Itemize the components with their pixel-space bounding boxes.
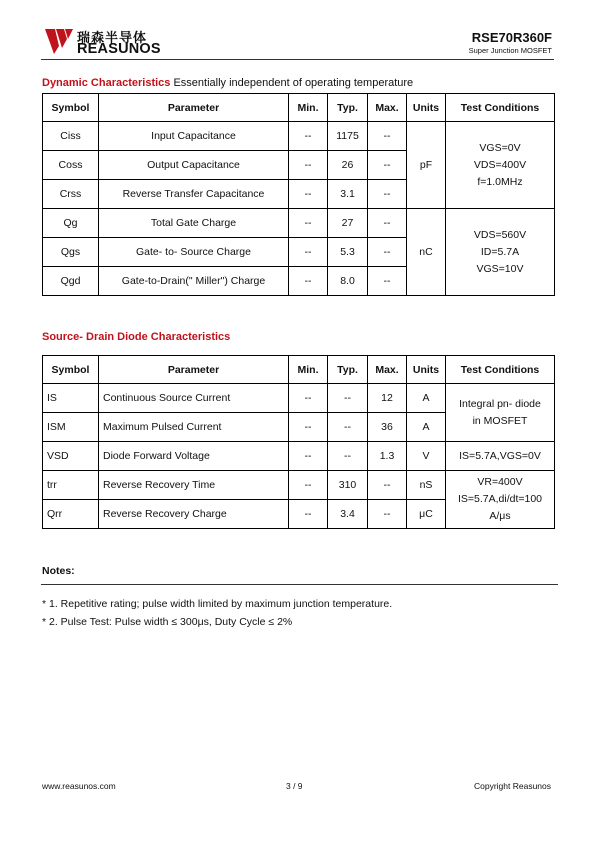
dynamic-title: Dynamic Characteristics <box>42 77 171 89</box>
cell-parameter: Gate- to- Source Charge <box>99 238 289 267</box>
cell-min: -- <box>289 180 328 209</box>
cell-min: -- <box>289 122 328 151</box>
cell-test-conditions <box>446 471 555 529</box>
table-header-row <box>43 356 555 384</box>
header-max: Max. <box>368 356 407 384</box>
table-row <box>43 442 555 471</box>
cell-symbol: Qg <box>43 209 99 238</box>
notes-title: Notes: <box>42 565 75 577</box>
diode-title: Source- Drain Diode Characteristics <box>42 331 231 343</box>
cell-units: pF <box>407 122 446 209</box>
cell-typ: 1175 <box>328 122 368 151</box>
cell-min: -- <box>289 384 328 413</box>
cell-parameter: Reverse Recovery Time <box>99 471 289 500</box>
company-logo <box>44 26 204 60</box>
cell-parameter: Input Capacitance <box>99 122 289 151</box>
cell-parameter: Maximum Pulsed Current <box>99 413 289 442</box>
header-min: Min. <box>289 94 328 122</box>
cell-min: -- <box>289 500 328 529</box>
header-parameter: Parameter <box>99 356 289 384</box>
cell-symbol: Qgd <box>43 267 99 296</box>
cell-symbol: ISM <box>43 413 99 442</box>
note-1: * 1. Repetitive rating; pulse width limited by maximum junction temperature. <box>42 598 393 610</box>
cell-symbol: Qrr <box>43 500 99 529</box>
header-symbol: Symbol <box>43 356 99 384</box>
table-row <box>43 384 555 413</box>
cell-min: -- <box>289 209 328 238</box>
cell-typ: 5.3 <box>328 238 368 267</box>
dynamic-characteristics-table <box>42 93 555 296</box>
cond-line: in MOSFET <box>472 414 528 427</box>
header-test-conditions: Test Conditions <box>446 94 555 122</box>
cell-typ: 26 <box>328 151 368 180</box>
footer-website: www.reasunos.com <box>42 781 116 791</box>
diode-section-title <box>42 331 230 343</box>
cond-line: f=1.0MHz <box>477 175 523 188</box>
cond-line: A/μs <box>489 510 511 522</box>
cell-max: -- <box>368 238 407 267</box>
table-header-row <box>43 94 555 122</box>
cond-line: VR=400V <box>477 476 523 488</box>
cell-symbol: Ciss <box>43 122 99 151</box>
cell-typ: -- <box>328 413 368 442</box>
cell-max: 12 <box>368 384 407 413</box>
cell-units: nC <box>407 209 446 296</box>
cell-parameter: Reverse Transfer Capacitance <box>99 180 289 209</box>
table-row <box>43 471 555 500</box>
dynamic-subtitle: Essentially independent of operating temperature <box>170 77 414 89</box>
cond-line: ID=5.7A <box>480 245 520 258</box>
cell-units: A <box>407 413 446 442</box>
cell-typ: 310 <box>328 471 368 500</box>
cond-line: IS=5.7A,di/dt=100 <box>457 493 543 505</box>
header-symbol: Symbol <box>43 94 99 122</box>
cell-min: -- <box>289 238 328 267</box>
cond-line: VGS=10V <box>476 262 524 275</box>
cell-test-conditions <box>446 209 555 296</box>
cell-symbol: VSD <box>43 442 99 471</box>
cell-typ: 27 <box>328 209 368 238</box>
note-2: * 2. Pulse Test: Pulse width ≤ 300μs, Duty Cycle ≤ 2% <box>42 616 293 628</box>
cell-max: -- <box>368 471 407 500</box>
table-row <box>43 209 555 238</box>
footer-copyright: Copyright Reasunos <box>473 781 551 791</box>
cell-parameter: Total Gate Charge <box>99 209 289 238</box>
cell-symbol: IS <box>43 384 99 413</box>
cell-min: -- <box>289 151 328 180</box>
cell-max: 36 <box>368 413 407 442</box>
cell-symbol: Crss <box>43 180 99 209</box>
cell-units: A <box>407 384 446 413</box>
cell-max: -- <box>368 267 407 296</box>
cell-typ: 3.4 <box>328 500 368 529</box>
header-units: Units <box>407 94 446 122</box>
cond-line: VGS=0V <box>479 141 521 154</box>
cell-typ: -- <box>328 384 368 413</box>
cell-max: -- <box>368 122 407 151</box>
cell-units: μC <box>407 500 446 529</box>
cond-line: VDS=400V <box>473 158 527 171</box>
notes-divider <box>41 584 558 585</box>
cell-typ: -- <box>328 442 368 471</box>
cell-parameter: Reverse Recovery Charge <box>99 500 289 529</box>
company-name-en: REASUNOS <box>77 41 161 57</box>
part-number: RSE70R360F <box>471 30 552 45</box>
cell-symbol: Coss <box>43 151 99 180</box>
cell-parameter: Output Capacitance <box>99 151 289 180</box>
cell-test-conditions <box>446 384 555 442</box>
cell-symbol: trr <box>43 471 99 500</box>
table-row <box>43 122 555 151</box>
cell-max: -- <box>368 209 407 238</box>
cell-min: -- <box>289 442 328 471</box>
cell-typ: 8.0 <box>328 267 368 296</box>
header-typ: Typ. <box>328 94 368 122</box>
header-test-conditions: Test Conditions <box>446 356 555 384</box>
header-parameter: Parameter <box>99 94 289 122</box>
header-typ: Typ. <box>328 356 368 384</box>
cell-symbol: Qgs <box>43 238 99 267</box>
reasunos-logo-icon <box>44 26 74 56</box>
cell-min: -- <box>289 471 328 500</box>
cell-min: -- <box>289 413 328 442</box>
cell-units: V <box>407 442 446 471</box>
header-divider <box>41 59 554 60</box>
cond-line: VDS=560V <box>473 228 527 241</box>
header-min: Min. <box>289 356 328 384</box>
cell-max: -- <box>368 151 407 180</box>
footer-page-number: 3 / 9 <box>286 781 303 791</box>
cell-parameter: Continuous Source Current <box>99 384 289 413</box>
cell-max: 1.3 <box>368 442 407 471</box>
cell-typ: 3.1 <box>328 180 368 209</box>
header-units: Units <box>407 356 446 384</box>
cell-min: -- <box>289 267 328 296</box>
cell-parameter: Diode Forward Voltage <box>99 442 289 471</box>
cond-line: Integral pn- diode <box>459 397 541 410</box>
part-type: Super Junction MOSFET <box>468 46 552 55</box>
header-max: Max. <box>368 94 407 122</box>
cell-parameter: Gate-to-Drain(" Miller") Charge <box>99 267 289 296</box>
cell-test-conditions <box>446 122 555 209</box>
cell-test-conditions: IS=5.7A,VGS=0V <box>446 442 555 471</box>
cell-max: -- <box>368 180 407 209</box>
dynamic-section-title <box>42 77 413 89</box>
diode-characteristics-table <box>42 355 555 529</box>
company-name-cn: 瑞森半导体 <box>77 30 148 45</box>
cell-max: -- <box>368 500 407 529</box>
cell-units: nS <box>407 471 446 500</box>
